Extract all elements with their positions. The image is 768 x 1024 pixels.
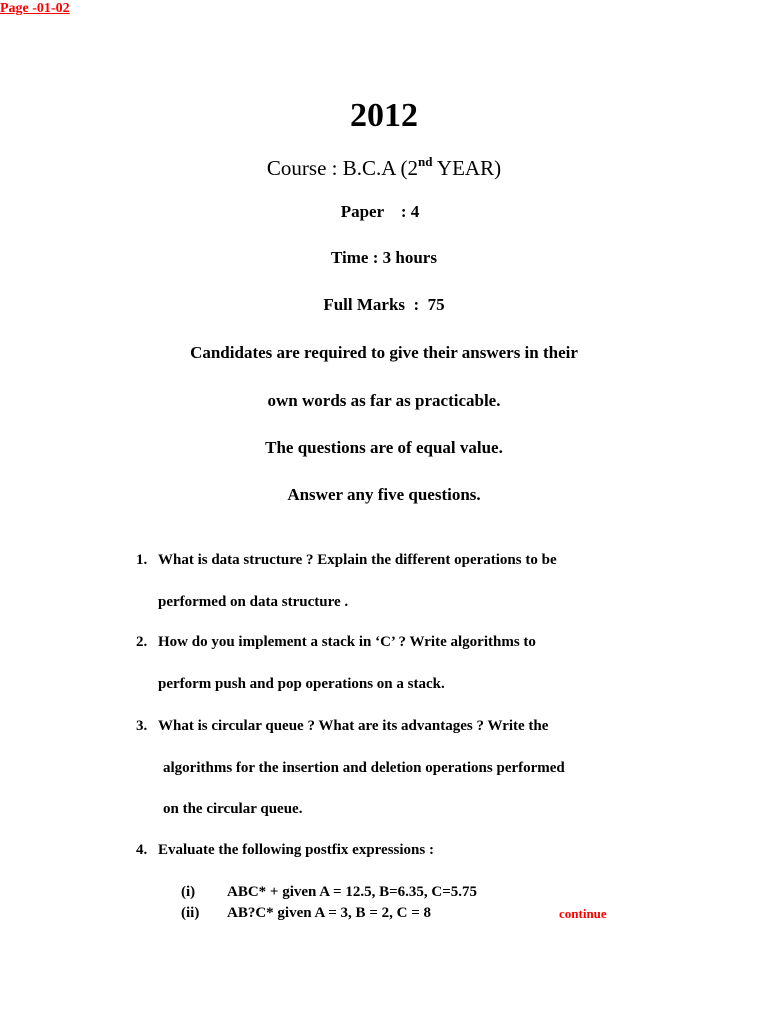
question-text: on the circular queue. <box>163 801 303 817</box>
course-superscript: nd <box>417 154 433 169</box>
course-prefix: Course : B.C.A (2 <box>266 156 418 180</box>
instruction-line: Candidates are required to give their answers in their <box>190 343 578 362</box>
question-text: performed on data structure . <box>158 594 349 610</box>
instruction-line: Answer any five questions. <box>287 485 481 504</box>
exam-year: 2012 <box>350 97 418 134</box>
continue-label: continue <box>559 906 607 921</box>
paper-number: Paper : 4 <box>340 202 420 221</box>
question-text: What is circular queue ? What are its advantages ? Write the <box>158 718 549 734</box>
page-reference: Page -01-02 <box>0 1 70 16</box>
question-number: 3. <box>136 718 148 734</box>
question-number: 2. <box>136 634 148 650</box>
course-title <box>0 155 768 181</box>
course-suffix: YEAR) <box>432 156 502 180</box>
question-number: 1. <box>136 552 148 568</box>
question-text: algorithms for the insertion and deletion operations performed <box>163 760 565 776</box>
instruction-line: own words as far as practicable. <box>267 391 501 410</box>
sub-item-label: (ii) <box>181 905 200 921</box>
question-text: How do you implement a stack in ‘C’ ? Write algorithms to <box>158 634 536 650</box>
question-text: perform push and pop operations on a stack. <box>158 676 445 692</box>
sub-item-text: ABC* + given A = 12.5, B=6.35, C=5.75 <box>227 884 478 900</box>
exam-time: Time : 3 hours <box>331 248 437 267</box>
sub-item-label: (i) <box>181 884 196 900</box>
full-marks: Full Marks : 75 <box>323 295 445 314</box>
question-text: What is data structure ? Explain the different operations to be <box>158 552 557 568</box>
instruction-line: The questions are of equal value. <box>265 438 503 457</box>
sub-item-text: AB?C* given A = 3, B = 2, C = 8 <box>227 905 431 921</box>
question-text: Evaluate the following postfix expressions : <box>158 842 434 858</box>
question-number: 4. <box>136 842 148 858</box>
